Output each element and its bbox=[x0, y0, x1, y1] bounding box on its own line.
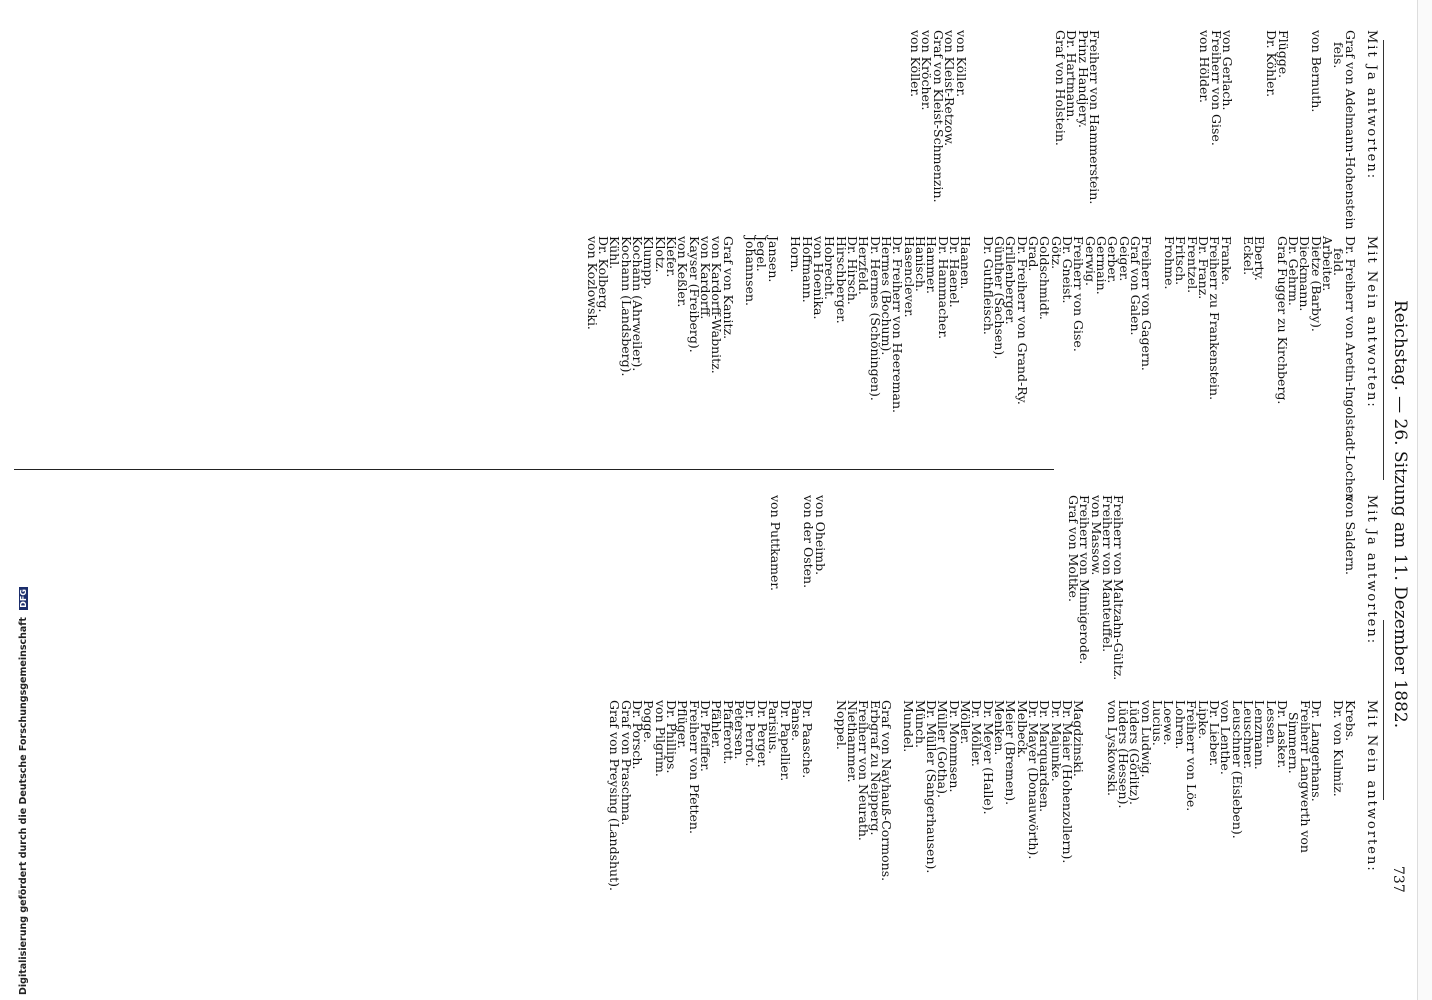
left-ja-column bbox=[910, 30, 1377, 250]
member-name: Dr. Möller. bbox=[969, 700, 985, 767]
member-name: Dr. Freiherr von Grand-Ry. bbox=[1014, 236, 1030, 405]
blank-line bbox=[870, 495, 881, 705]
blank-line bbox=[1024, 495, 1035, 705]
member-name: Dr. Pfeiffer. bbox=[698, 700, 714, 772]
member-name: Graf von Holstein. bbox=[1052, 30, 1068, 146]
member-name: Freiherr von Gagern. bbox=[1139, 236, 1155, 371]
member-name: von Bernuth. bbox=[1308, 30, 1324, 113]
member-name: Lucius. bbox=[1150, 700, 1166, 746]
member-name: Klumpp. bbox=[641, 236, 657, 290]
member-name: von Kardorff-Wabnitz. bbox=[709, 236, 725, 374]
member-name: von Hoenika. bbox=[810, 236, 826, 320]
footer-credit bbox=[18, 587, 29, 995]
member-name: Dr. Guthfleisch. bbox=[980, 236, 996, 335]
member-name: Freiherr von Löe. bbox=[1184, 700, 1200, 812]
member-name: Dr. Hirsch. bbox=[844, 236, 860, 305]
blank-line bbox=[1244, 30, 1255, 250]
member-name: Johannsen. bbox=[743, 236, 759, 306]
member-name: Dr. Haenel. bbox=[947, 236, 962, 308]
member-name: Melbeck. bbox=[1014, 700, 1030, 759]
right-nein-column bbox=[609, 700, 1377, 970]
member-name: Lohren. bbox=[1172, 700, 1188, 750]
member-name: Freiherr von Minnigerode. bbox=[1077, 495, 1093, 665]
member-name: Dr. Paasche. bbox=[800, 700, 816, 779]
blank-line bbox=[1084, 700, 1095, 970]
member-name: Möller. bbox=[958, 700, 973, 745]
member-name: von Keßler. bbox=[675, 236, 691, 308]
blank-line bbox=[1278, 495, 1289, 705]
member-name: Hermes (Bochum). bbox=[878, 236, 894, 356]
blank-line bbox=[958, 495, 969, 705]
blank-line bbox=[1300, 495, 1311, 705]
member-name: Freiherr von Manteuffel. bbox=[1099, 495, 1115, 653]
member-name: Dr. Majunke. bbox=[1048, 700, 1064, 782]
member-name: Dr. Köhler. bbox=[1264, 30, 1280, 98]
member-name: Jansen. bbox=[765, 236, 781, 283]
blank-line bbox=[936, 495, 947, 705]
blank-line bbox=[1046, 495, 1057, 705]
member-name: Hoffmann. bbox=[799, 236, 815, 303]
column-divider bbox=[14, 469, 1054, 470]
member-name: Müller (Gotha). bbox=[935, 700, 951, 798]
member-name: Dr. Langerhans. bbox=[1308, 700, 1324, 802]
member-name: Niethammer. bbox=[844, 700, 860, 783]
blank-line bbox=[1245, 495, 1256, 705]
member-name: Noppel. bbox=[833, 700, 849, 750]
member-name: Kochann (Landsberg). bbox=[618, 236, 634, 377]
member-name: Dr. von Kulmiz. bbox=[1331, 700, 1347, 797]
member-name: Fritsch. bbox=[1173, 236, 1189, 286]
dfg-logo: DFG bbox=[19, 589, 28, 608]
blank-line bbox=[1223, 495, 1234, 705]
member-name: Dr. Lasker. bbox=[1274, 700, 1290, 769]
blank-line bbox=[859, 495, 870, 705]
member-name: von Saldern. bbox=[1342, 495, 1358, 576]
member-name: Eberty. bbox=[1252, 236, 1268, 281]
member-name: von Kardorff. bbox=[698, 236, 714, 320]
member-name: Herzfeld. bbox=[856, 236, 872, 295]
member-name: Loewe. bbox=[1161, 700, 1177, 746]
member-name: von Köller. bbox=[953, 30, 969, 98]
member-name: Graf von Adelmann-Hohenstein bbox=[1342, 30, 1358, 230]
right-ja-column bbox=[767, 495, 1379, 705]
blank-line bbox=[989, 30, 1000, 250]
member-name: Freiherr von Neurath. bbox=[856, 700, 872, 841]
blank-line bbox=[1212, 495, 1223, 705]
member-name: Pfähler. bbox=[709, 700, 725, 749]
member-name: Grad. bbox=[1026, 236, 1042, 272]
member-name: Münch. bbox=[912, 700, 928, 748]
blank-line bbox=[1267, 495, 1278, 705]
blank-line bbox=[1168, 495, 1179, 705]
member-name: Kiefer. bbox=[664, 236, 680, 278]
member-name: von Oheimb. bbox=[812, 495, 828, 576]
blank-line bbox=[1002, 495, 1013, 705]
member-name: Dr. Phillips. bbox=[664, 700, 680, 774]
blank-line bbox=[1201, 495, 1212, 705]
blank-line bbox=[947, 495, 958, 705]
member-name: Freiherr von Gise. bbox=[1208, 30, 1224, 146]
member-name: Graf Fugger zu Kirchberg. bbox=[1274, 236, 1290, 405]
member-name: Graf von Moltke. bbox=[1065, 495, 1081, 602]
blank-line bbox=[881, 495, 892, 705]
member-name: Germain. bbox=[1094, 236, 1110, 295]
member-name: Gerwig. bbox=[1082, 236, 1098, 287]
footer-credit-text: Digitalisierung gefördert durch die Deutsche Forschungsgemeinschaft bbox=[18, 617, 29, 995]
member-name: Dr. Porsch. bbox=[630, 700, 646, 770]
member-name: Hanisch. bbox=[912, 236, 928, 292]
member-name: Pogge. bbox=[641, 700, 657, 743]
blank-line bbox=[1289, 495, 1300, 705]
blank-line bbox=[1013, 495, 1024, 705]
member-name: Menken. bbox=[992, 700, 1008, 756]
blank-line bbox=[1144, 30, 1155, 250]
member-name: Dr. Freiherr von Aretin-Ingolstadt-Lochen bbox=[1342, 236, 1358, 502]
header-rule-right bbox=[1383, 40, 1384, 480]
right-nein-heading: Mit Nein antworten: bbox=[1364, 700, 1379, 873]
blank-line bbox=[1234, 495, 1245, 705]
blank-line bbox=[1022, 30, 1033, 250]
member-name: Kayser (Freiberg). bbox=[686, 236, 702, 353]
member-name: Dr. Freiherr von Heereman. bbox=[890, 236, 906, 413]
blank-line bbox=[914, 495, 925, 705]
member-name: Franke. bbox=[1218, 236, 1234, 286]
blank-line bbox=[991, 495, 1002, 705]
member-name: Freiherr zu Frankenstein. bbox=[1207, 236, 1223, 401]
member-name: Leuschner. bbox=[1240, 700, 1256, 770]
member-name: von der Osten. bbox=[801, 495, 817, 589]
member-name: Graf von Praschma. bbox=[618, 700, 634, 826]
member-name: Lipke. bbox=[1195, 700, 1211, 740]
member-name: Hasenclever. bbox=[901, 236, 917, 318]
blank-line bbox=[1111, 30, 1122, 250]
left-nein-column bbox=[584, 236, 1379, 502]
member-name: Dr. Papellier. bbox=[777, 700, 793, 782]
member-name: Hirschberger. bbox=[833, 236, 849, 324]
left-nein-heading: Mit Nein antworten: bbox=[1364, 236, 1379, 409]
member-name: Grillenberger. bbox=[1003, 236, 1019, 325]
blank-line bbox=[1157, 495, 1168, 705]
left-ja-heading: Mit Ja antworten: bbox=[1364, 30, 1379, 181]
blank-line bbox=[1256, 495, 1267, 705]
member-name: Dr. Hartmann. bbox=[1064, 30, 1080, 122]
member-name: Dr. Meyer (Halle). bbox=[980, 700, 996, 815]
member-name: Geiger. bbox=[1116, 236, 1132, 282]
member-name: Klotz. bbox=[652, 236, 668, 273]
member-name: Graf von Kleist-Schmenzin. bbox=[930, 30, 946, 203]
member-name: Graf von Galen. bbox=[1128, 236, 1144, 336]
member-name: Hobrecht. bbox=[822, 236, 838, 300]
blank-line bbox=[1146, 495, 1157, 705]
member-name: Frentzel. bbox=[1184, 236, 1200, 294]
member-name: Pflüger. bbox=[675, 700, 691, 749]
member-name: Freiherr Langwerth von bbox=[1297, 700, 1313, 853]
blank-line bbox=[1166, 30, 1177, 250]
member-name: feld. bbox=[1331, 248, 1347, 276]
member-name: von Kozlowski. bbox=[584, 236, 600, 330]
member-name: Graf von Kanitz. bbox=[720, 236, 736, 340]
member-name: Meier (Bremen). bbox=[1003, 700, 1019, 806]
member-name: Flügge. bbox=[1275, 30, 1291, 79]
member-name: Gerber. bbox=[1105, 236, 1121, 284]
member-name: Leuschner (Eisleben). bbox=[1229, 700, 1245, 839]
member-name: Lenzmann. bbox=[1252, 700, 1268, 770]
member-name: von Köller. bbox=[908, 30, 924, 98]
running-head: Reichstag. — 26. Sitzung am 11. Dezember 1882. bbox=[1390, 300, 1410, 729]
header-rule bbox=[1383, 620, 1384, 800]
member-name: Dr. Perger. bbox=[754, 700, 770, 768]
member-name: Dr. Kolberg. bbox=[596, 236, 612, 313]
member-name: von Massow. bbox=[1088, 495, 1104, 576]
member-name: von Lenthe. bbox=[1218, 700, 1234, 775]
blank-line bbox=[969, 495, 980, 705]
member-name: Dr. Hammacher. bbox=[935, 236, 951, 340]
member-name: Freiherr von Hammerstein. bbox=[1086, 30, 1102, 205]
member-name: Götz. bbox=[1048, 236, 1064, 270]
member-name: von Ludwig. bbox=[1138, 700, 1154, 778]
blank-line bbox=[1035, 495, 1046, 705]
blank-line bbox=[903, 495, 914, 705]
member-name: Goldschmidt. bbox=[1037, 236, 1053, 320]
blank-line bbox=[978, 30, 989, 250]
member-name: Graf von Nayhauß-Cormons. bbox=[878, 700, 894, 882]
blank-line bbox=[1135, 495, 1146, 705]
member-name: von Lyskowski. bbox=[1104, 700, 1120, 796]
member-name: Haanen. bbox=[958, 236, 974, 290]
member-name: Kochann (Ahrweiler). bbox=[630, 236, 646, 372]
blank-line bbox=[1311, 495, 1322, 705]
member-name: Dr. Lieber. bbox=[1206, 700, 1222, 767]
member-name: fels. bbox=[1331, 42, 1347, 69]
blank-line bbox=[925, 495, 936, 705]
member-name: Jegel. bbox=[754, 236, 770, 272]
member-name: Parisius. bbox=[766, 700, 782, 755]
blank-line bbox=[1322, 495, 1333, 705]
blank-line bbox=[848, 495, 859, 705]
member-name: Krebs. bbox=[1342, 700, 1358, 742]
blank-line bbox=[837, 495, 848, 705]
member-name: Lüders (Görlitz). bbox=[1127, 700, 1143, 805]
blank-line bbox=[1155, 30, 1166, 250]
member-name: Graf von Preysing (Landshut). bbox=[607, 700, 623, 891]
member-name: Panse. bbox=[788, 700, 804, 742]
member-name: Dr. Marquardsen. bbox=[1037, 700, 1053, 813]
member-name: Dieckmann. bbox=[1297, 236, 1313, 312]
member-name: von Hölder. bbox=[1197, 30, 1213, 104]
blank-line bbox=[1179, 495, 1190, 705]
blank-line bbox=[1033, 30, 1044, 250]
blank-line bbox=[1177, 30, 1188, 250]
blank-line bbox=[1190, 495, 1201, 705]
blank-line bbox=[1133, 30, 1144, 250]
member-name: Freiherr von Gise. bbox=[1071, 236, 1087, 352]
member-name: Mundel. bbox=[901, 700, 917, 753]
member-name: Dr. Mommsen. bbox=[946, 700, 962, 793]
right-ja-heading: Mit Ja antworten: bbox=[1364, 495, 1379, 646]
member-name: Lüders (Hessen). bbox=[1116, 700, 1132, 809]
page-number: 737 bbox=[1390, 866, 1406, 893]
blank-line bbox=[980, 495, 991, 705]
member-name: von Puttkamer. bbox=[767, 495, 783, 591]
member-name: Günther (Sachsen). bbox=[992, 236, 1008, 360]
member-name: Petersen. bbox=[732, 700, 748, 760]
member-name: Lessen. bbox=[1263, 700, 1279, 748]
member-name: Horn. bbox=[788, 236, 804, 273]
member-name: von Pilgrim. bbox=[652, 700, 668, 777]
member-name: Dr. Hermes (Schöningen). bbox=[867, 236, 883, 401]
member-name: Simmern. bbox=[1286, 712, 1302, 774]
member-name: Hammer. bbox=[924, 236, 940, 295]
blank-line bbox=[1011, 30, 1022, 250]
member-name: von Gerlach. bbox=[1219, 30, 1235, 111]
member-name: Erbgraf zu Neipperg. bbox=[867, 700, 883, 836]
member-name: Freiherr von Maltzahn-Gültz. bbox=[1111, 495, 1127, 681]
blank-line bbox=[1000, 30, 1011, 250]
member-name: Dr. Perrot. bbox=[743, 700, 759, 767]
member-name: Kühl. bbox=[607, 236, 623, 270]
member-name: Dietze (Barby). bbox=[1308, 236, 1324, 332]
member-name: Arbeiter. bbox=[1319, 236, 1335, 292]
member-name: Eckel. bbox=[1240, 236, 1256, 276]
member-name: Dr. Gneist. bbox=[1060, 236, 1076, 304]
member-name: von Kleist-Retzow. bbox=[942, 30, 958, 147]
member-name: Dr. Müller (Sangerhausen). bbox=[923, 700, 939, 874]
member-name: von Kröcher. bbox=[919, 30, 935, 111]
member-name: Pfafferott. bbox=[720, 700, 736, 765]
blank-line bbox=[1122, 30, 1133, 250]
member-name: Freiherr von Pfetten. bbox=[686, 700, 702, 834]
member-name: Magdzinski. bbox=[1071, 700, 1087, 777]
member-name: Dr. Maier (Hohenzollern). bbox=[1060, 700, 1076, 864]
member-name: Frohme. bbox=[1161, 236, 1177, 290]
member-name: Prinz Handjery. bbox=[1075, 30, 1091, 129]
member-name: Dr. Gehrm. bbox=[1285, 236, 1301, 306]
member-name: Dr. Franz. bbox=[1195, 236, 1211, 300]
member-name: Dr. Mayer (Donauwörth). bbox=[1026, 700, 1042, 860]
blank-line bbox=[892, 495, 903, 705]
